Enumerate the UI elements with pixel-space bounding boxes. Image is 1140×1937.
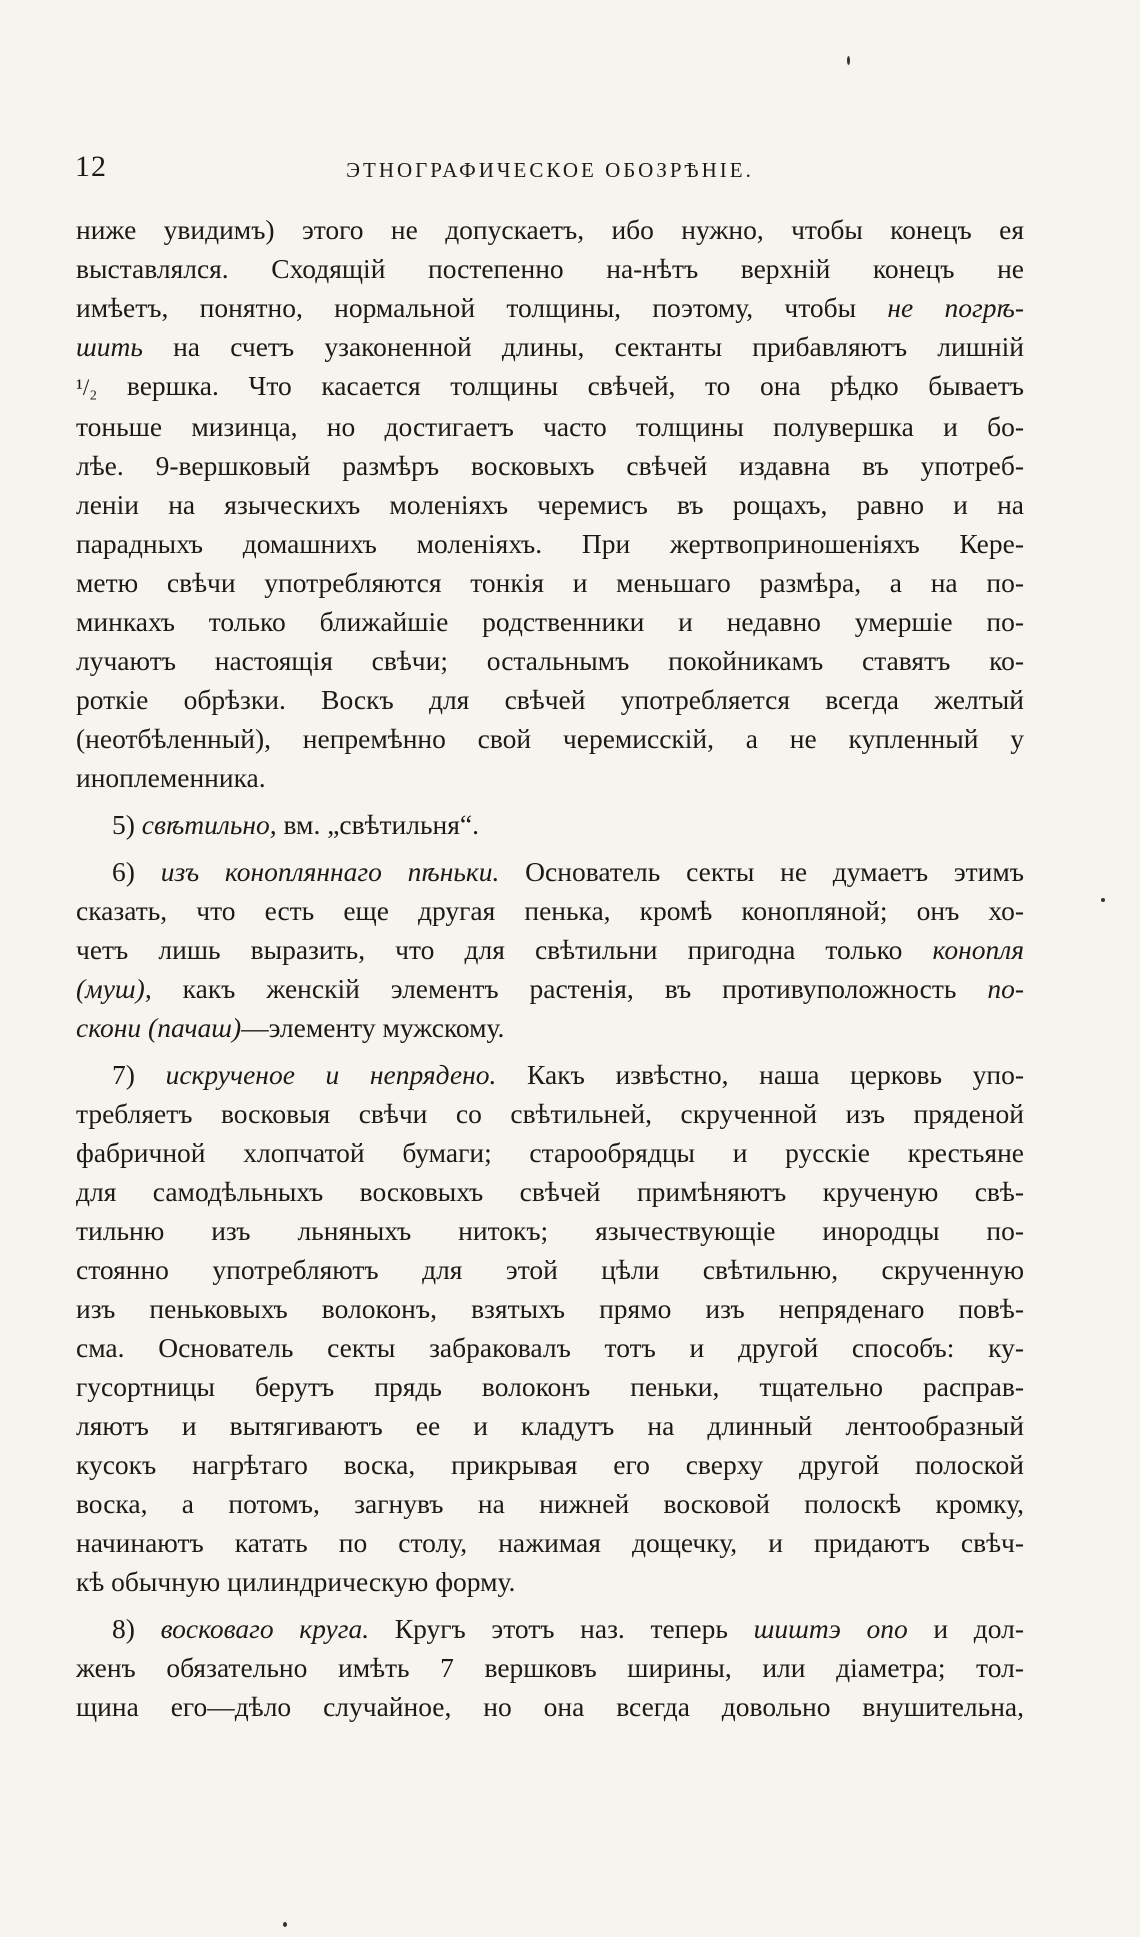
- note-number: 8): [112, 1613, 135, 1644]
- italic-term: (муш),: [76, 973, 152, 1004]
- text-line: кусокъ нагрѣтаго воска, прикрывая его сверху другой полоской: [76, 1449, 1024, 1480]
- text-line: сма. Основатель секты забраковалъ тотъ и другой способъ: ку-: [76, 1332, 1024, 1363]
- note-8-line: [76, 1609, 1024, 1648]
- text-line: начинаютъ катать по столу, нажимая дощечку, и придаютъ свѣч-: [76, 1527, 1024, 1558]
- note-5: [76, 805, 1024, 844]
- italic-term: по-: [987, 973, 1025, 1004]
- text-line: тоньше мизинца, но достигаетъ часто толщины полувершка и бо-: [76, 411, 1024, 442]
- italic-term: изъ конопляннаго пѣньки.: [160, 856, 500, 887]
- italic-term: искрученое и непрядено.: [165, 1059, 497, 1090]
- text-line: [76, 969, 1024, 1008]
- text-line: [76, 930, 1024, 969]
- text-line: лѣе. 9-вершковый размѣръ восковыхъ свѣчей издавна въ употреб-: [76, 450, 1024, 481]
- text-line: для самодѣльныхъ восковыхъ свѣчей примѣняютъ крученую свѣ-: [76, 1176, 1024, 1207]
- text-span: и дол-: [907, 1613, 1024, 1644]
- text-line: гусортницы берутъ прядь волоконъ пеньки, тщательно расправ-: [76, 1371, 1024, 1402]
- page-number: 12: [75, 150, 107, 183]
- text-line: [76, 327, 1024, 366]
- text-span: Основатель секты не думаетъ этимъ: [499, 856, 1024, 887]
- italic-term: конопля: [932, 934, 1024, 965]
- text-line: ляютъ и вытягиваютъ ее и кладутъ на длинный лентообразный: [76, 1410, 1024, 1441]
- italic-term: шить: [76, 331, 143, 362]
- running-title: ЭТНОГРАФИЧЕСКОЕ ОБОЗРѢНІЕ.: [346, 158, 754, 182]
- text-span: вм. „свѣтильня“.: [276, 809, 479, 840]
- text-line: (неотбѣленный), непремѣнно свой черемисскій, а не купленный у: [76, 723, 1024, 754]
- text-line: стоянно употребляютъ для этой цѣли свѣтильню, скрученную: [76, 1254, 1024, 1285]
- fraction: ¹/₂: [76, 375, 98, 400]
- print-speck: [847, 56, 850, 65]
- text-line: парадныхъ домашнихъ моленіяхъ. При жертвоприношеніяхъ Кере-: [76, 528, 1024, 559]
- text-line: лучаютъ настоящія свѣчи; остальнымъ покойникамъ ставятъ ко-: [76, 645, 1024, 676]
- text-span: на счетъ узаконенной длины, сектанты прибавляютъ лишній: [142, 331, 1024, 362]
- note-number: 7): [112, 1059, 135, 1090]
- text-line: изъ пеньковыхъ волоконъ, взятыхъ прямо изъ непряденаго повѣ-: [76, 1293, 1024, 1324]
- text-line: сказать, что есть еще другая пенька, кромѣ конопляной; онъ хо-: [76, 895, 1024, 926]
- text-line: выставлялся. Сходящій постепенно на-нѣтъ верхній конецъ не: [76, 253, 1024, 284]
- note-number: 5): [112, 809, 135, 840]
- text-span: имѣетъ, понятно, нормальной толщины, поэтому, чтобы: [76, 292, 857, 323]
- text-line: ниже увидимъ) этого не допускаетъ, ибо нужно, чтобы конецъ ея: [76, 214, 1024, 245]
- text-line: минкахъ только ближайшіе родственники и недавно умершіе по-: [76, 606, 1024, 637]
- text-line: кѣ обычную цилиндрическую форму.: [76, 1566, 516, 1597]
- text-line: метю свѣчи употребляются тонкія и меньшаго размѣра, а на по-: [76, 567, 1024, 598]
- page-header: [75, 150, 1025, 194]
- italic-term: восковаго круга.: [160, 1613, 370, 1644]
- italic-term: свѣтильно,: [141, 809, 277, 840]
- note-6-line: [76, 852, 1024, 891]
- text-line: [76, 1008, 1024, 1047]
- text-line: роткіе обрѣзки. Воскъ для свѣчей употребляется всегда желтый: [76, 684, 1024, 715]
- text-line: [76, 288, 1024, 327]
- text-span: какъ женскій элементъ растенія, въ противуположность: [151, 973, 957, 1004]
- text-line: щина его—дѣло случайное, но она всегда довольно внушительна,: [76, 1691, 1024, 1722]
- text-line: иноплеменника.: [76, 762, 266, 793]
- text-span: Какъ извѣстно, наша церковь упо-: [496, 1059, 1025, 1090]
- italic-term: шиштэ опо: [753, 1613, 908, 1644]
- italic-term: скони (пачаш): [76, 1012, 242, 1043]
- text-line: воска, а потомъ, загнувъ на нижней восковой полоскѣ кромку,: [76, 1488, 1024, 1519]
- italic-term: не погрѣ-: [887, 292, 1025, 323]
- print-speck: [1101, 898, 1105, 902]
- text-line: женъ обязательно имѣть 7 вершковъ ширины, или діаметра; тол-: [76, 1652, 1024, 1683]
- note-number: 6): [112, 856, 135, 887]
- text-line: [76, 366, 1024, 407]
- text-line: тильню изъ льняныхъ нитокъ; язычествующіе инородцы по-: [76, 1215, 1024, 1246]
- print-speck: [283, 1922, 287, 1927]
- text-line: леніи на языческихъ моленіяхъ черемисъ въ рощахъ, равно и на: [76, 489, 1024, 520]
- page-body: [76, 210, 1024, 1726]
- note-7-line: [76, 1055, 1024, 1094]
- text-span: —элементу мужскому.: [241, 1012, 505, 1043]
- text-span: вершка. Что касается толщины свѣчей, то она рѣдко бываетъ: [126, 370, 1024, 401]
- text-span: четъ лишь выразить, что для свѣтильни пригодна только: [76, 934, 903, 965]
- text-line: фабричной хлопчатой бумаги; старообрядцы и русскіе крестьяне: [76, 1137, 1024, 1168]
- text-line: требляетъ восковыя свѣчи со свѣтильней, скрученной изъ пряденой: [76, 1098, 1024, 1129]
- text-span: Кругъ этотъ наз. теперь: [369, 1613, 728, 1644]
